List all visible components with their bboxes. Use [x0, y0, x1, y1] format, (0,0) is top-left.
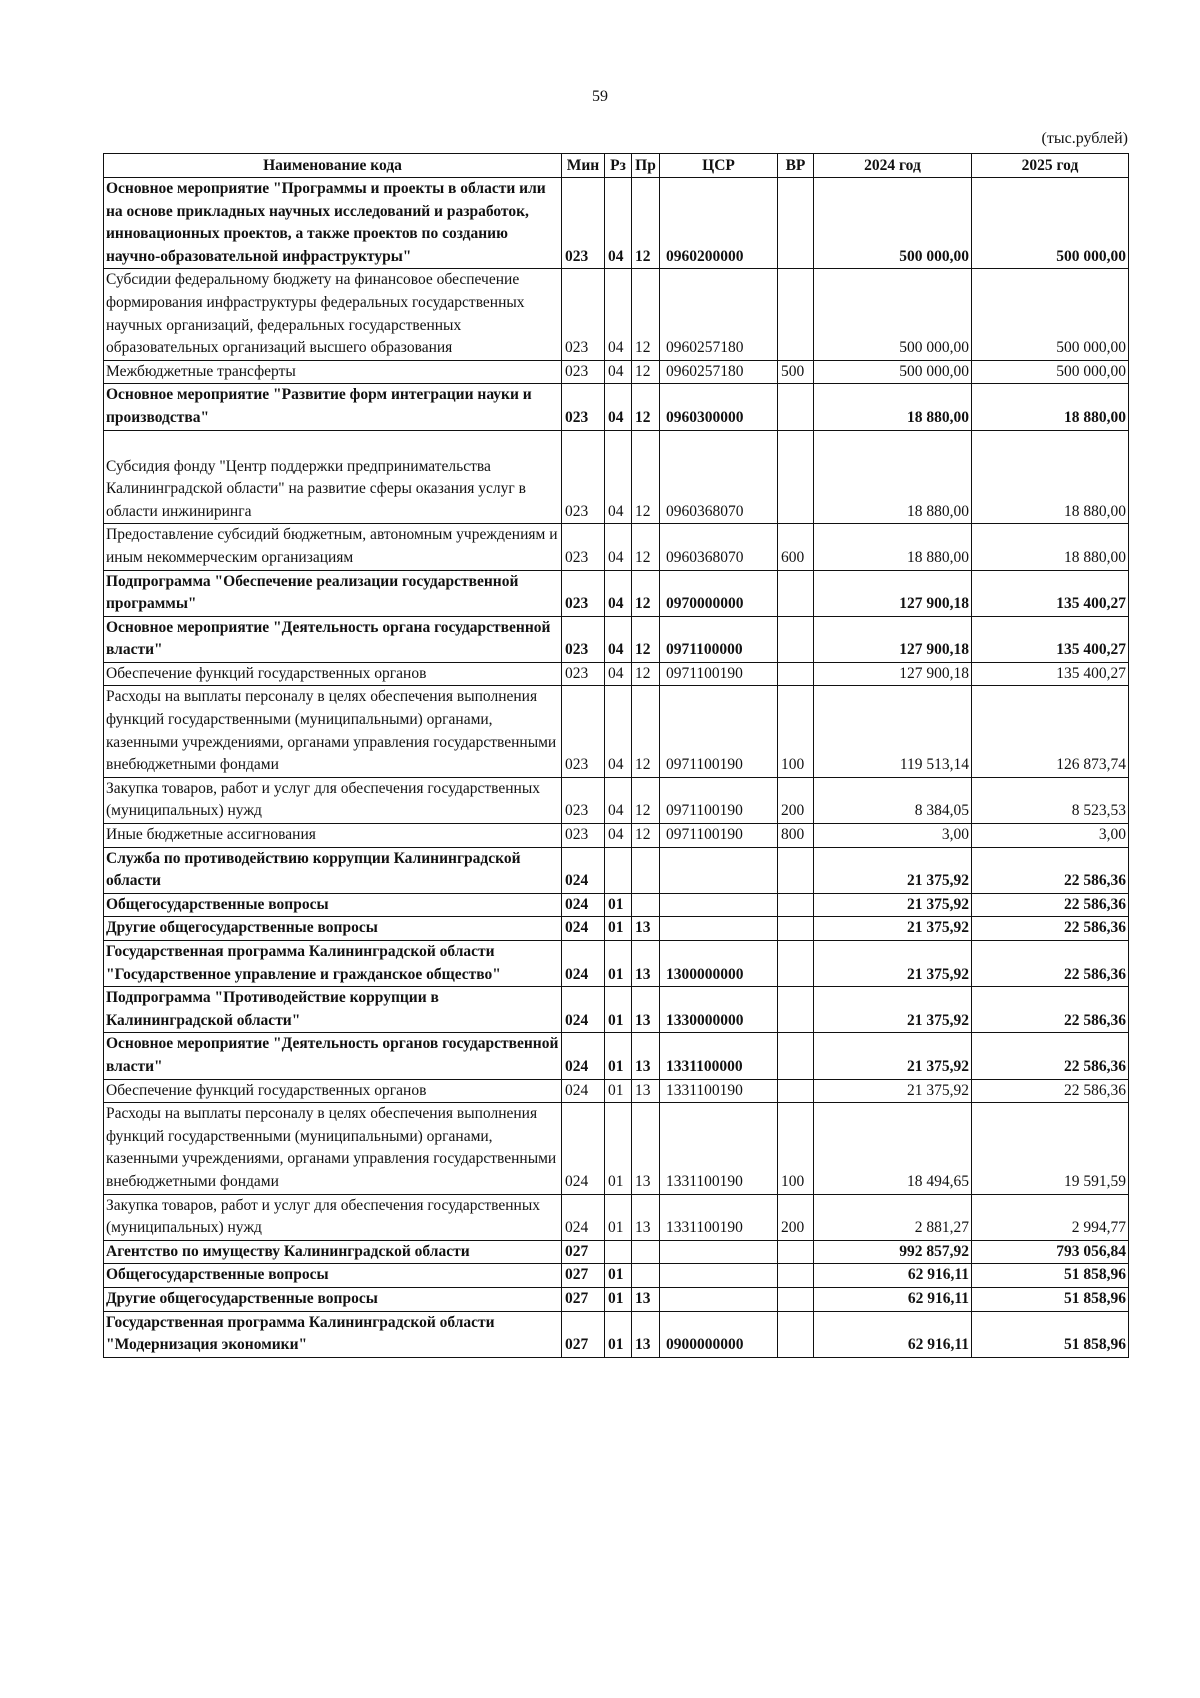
cell-pr: 12 [632, 570, 660, 616]
cell-pr: 12 [632, 686, 660, 777]
cell-min: 024 [562, 917, 605, 941]
cell-rz: 01 [605, 1311, 632, 1357]
cell-rz: 01 [605, 1264, 632, 1288]
cell-vr [778, 847, 814, 893]
cell-vr: 600 [778, 524, 814, 570]
cell-name: Общегосударственные вопросы [104, 1264, 562, 1288]
cell-min: 024 [562, 847, 605, 893]
cell-rz: 01 [605, 1033, 632, 1079]
table-row [104, 384, 1129, 430]
cell-pr: 13 [632, 941, 660, 987]
cell-pr [632, 893, 660, 917]
cell-pr: 12 [632, 360, 660, 384]
cell-csr: 0960368070 [660, 524, 778, 570]
cell-name: Межбюджетные трансферты [104, 360, 562, 384]
cell-rz: 01 [605, 1103, 632, 1194]
cell-2024: 62 916,11 [814, 1311, 972, 1357]
cell-min: 023 [562, 360, 605, 384]
cell-2024: 500 000,00 [814, 178, 972, 269]
units-label: (тыс.рублей) [1041, 130, 1128, 147]
cell-vr: 100 [778, 686, 814, 777]
cell-csr: 0960257180 [660, 269, 778, 360]
cell-min: 023 [562, 662, 605, 686]
cell-2025: 500 000,00 [972, 360, 1129, 384]
cell-name: Субсидия фонду "Центр поддержки предпринимательства Калининградской области" на развитие сферы оказания услуг в области инжиниринга [104, 430, 562, 524]
cell-2025: 19 591,59 [972, 1103, 1129, 1194]
cell-2025: 18 880,00 [972, 430, 1129, 524]
cell-pr: 12 [632, 662, 660, 686]
cell-pr: 13 [632, 1079, 660, 1103]
cell-csr [660, 1264, 778, 1288]
cell-vr [778, 1311, 814, 1357]
cell-csr: 0971100000 [660, 616, 778, 662]
cell-name: Основное мероприятие "Развитие форм интеграции науки и производства" [104, 384, 562, 430]
cell-pr: 13 [632, 917, 660, 941]
table-row [104, 941, 1129, 987]
cell-vr [778, 941, 814, 987]
cell-name: Агентство по имуществу Калининградской области [104, 1240, 562, 1264]
cell-name: Общегосударственные вопросы [104, 893, 562, 917]
cell-2025: 135 400,27 [972, 570, 1129, 616]
cell-csr: 0971100190 [660, 662, 778, 686]
cell-2025: 22 586,36 [972, 987, 1129, 1033]
cell-2024: 3,00 [814, 824, 972, 848]
table-row [104, 1240, 1129, 1264]
table-row [104, 777, 1129, 823]
cell-rz [605, 847, 632, 893]
cell-vr [778, 1287, 814, 1311]
cell-2025: 22 586,36 [972, 893, 1129, 917]
cell-rz: 01 [605, 941, 632, 987]
cell-name: Подпрограмма "Противодействие коррупции в Калининградской области" [104, 987, 562, 1033]
cell-2024: 992 857,92 [814, 1240, 972, 1264]
budget-table [103, 153, 1129, 1358]
table-row [104, 1103, 1129, 1194]
cell-pr: 13 [632, 1033, 660, 1079]
header-row [104, 154, 1129, 178]
cell-2024: 8 384,05 [814, 777, 972, 823]
table-row [104, 1194, 1129, 1240]
cell-vr [778, 269, 814, 360]
cell-2025: 22 586,36 [972, 917, 1129, 941]
cell-min: 027 [562, 1311, 605, 1357]
cell-pr [632, 1264, 660, 1288]
cell-csr [660, 893, 778, 917]
cell-pr: 12 [632, 616, 660, 662]
cell-2024: 127 900,18 [814, 570, 972, 616]
table-header [104, 154, 1129, 178]
cell-2024: 18 880,00 [814, 384, 972, 430]
table-row [104, 847, 1129, 893]
cell-csr: 0960300000 [660, 384, 778, 430]
cell-2025: 8 523,53 [972, 777, 1129, 823]
cell-rz: 01 [605, 1194, 632, 1240]
cell-2025: 51 858,96 [972, 1287, 1129, 1311]
cell-vr [778, 1240, 814, 1264]
table-row [104, 686, 1129, 777]
cell-2025: 3,00 [972, 824, 1129, 848]
cell-rz [605, 1240, 632, 1264]
cell-2025: 135 400,27 [972, 616, 1129, 662]
cell-csr: 0900000000 [660, 1311, 778, 1357]
cell-csr [660, 917, 778, 941]
cell-name: Другие общегосударственные вопросы [104, 917, 562, 941]
cell-min: 023 [562, 824, 605, 848]
cell-min: 023 [562, 570, 605, 616]
header-pr: Пр [632, 154, 660, 178]
cell-name: Государственная программа Калининградской области "Государственное управление и гражданское общество" [104, 941, 562, 987]
cell-2025: 135 400,27 [972, 662, 1129, 686]
header-name: Наименование кода [104, 154, 562, 178]
cell-name: Предоставление субсидий бюджетным, автономным учреждениям и иным некоммерческим организациям [104, 524, 562, 570]
table-row [104, 1287, 1129, 1311]
cell-name: Субсидии федеральному бюджету на финансовое обеспечение формирования инфраструктуры федеральных государственных научных организаций, федеральных государственных образовательных организаций высшего образования [104, 269, 562, 360]
cell-csr [660, 1287, 778, 1311]
cell-min: 023 [562, 686, 605, 777]
header-rz: Рз [605, 154, 632, 178]
cell-vr: 200 [778, 777, 814, 823]
cell-2025: 2 994,77 [972, 1194, 1129, 1240]
table-row [104, 269, 1129, 360]
cell-name: Обеспечение функций государственных органов [104, 662, 562, 686]
table-row [104, 662, 1129, 686]
cell-vr [778, 178, 814, 269]
cell-2024: 62 916,11 [814, 1287, 972, 1311]
cell-vr [778, 917, 814, 941]
cell-csr: 1331100000 [660, 1033, 778, 1079]
table-row [104, 570, 1129, 616]
cell-2025: 22 586,36 [972, 1079, 1129, 1103]
cell-min: 024 [562, 941, 605, 987]
table-row [104, 987, 1129, 1033]
cell-2024: 21 375,92 [814, 987, 972, 1033]
cell-pr: 13 [632, 987, 660, 1033]
cell-pr: 12 [632, 178, 660, 269]
cell-name: Расходы на выплаты персоналу в целях обеспечения выполнения функций государственными (муниципальными) органами, казенными учреждениями, органами управления государственными внебюджетными фондами [104, 1103, 562, 1194]
cell-rz: 04 [605, 178, 632, 269]
cell-vr: 100 [778, 1103, 814, 1194]
cell-csr: 0971100190 [660, 686, 778, 777]
cell-name: Расходы на выплаты персоналу в целях обеспечения выполнения функций государственными (муниципальными) органами, казенными учреждениями, органами управления государственными внебюджетными фондами [104, 686, 562, 777]
cell-2025: 22 586,36 [972, 847, 1129, 893]
cell-csr: 1330000000 [660, 987, 778, 1033]
header-2025: 2025 год [972, 154, 1129, 178]
table-row [104, 917, 1129, 941]
cell-rz: 04 [605, 662, 632, 686]
cell-rz: 04 [605, 360, 632, 384]
cell-rz: 01 [605, 917, 632, 941]
cell-rz: 01 [605, 893, 632, 917]
cell-rz: 04 [605, 430, 632, 524]
cell-2024: 21 375,92 [814, 1079, 972, 1103]
cell-rz: 04 [605, 524, 632, 570]
cell-csr [660, 847, 778, 893]
cell-vr [778, 1264, 814, 1288]
cell-name: Основное мероприятие "Деятельность органа государственной власти" [104, 616, 562, 662]
cell-pr: 13 [632, 1194, 660, 1240]
cell-2024: 500 000,00 [814, 269, 972, 360]
cell-min: 024 [562, 1079, 605, 1103]
cell-2025: 22 586,36 [972, 941, 1129, 987]
cell-min: 023 [562, 616, 605, 662]
cell-vr [778, 1033, 814, 1079]
cell-min: 023 [562, 384, 605, 430]
cell-2024: 127 900,18 [814, 616, 972, 662]
cell-vr [778, 384, 814, 430]
cell-min: 027 [562, 1287, 605, 1311]
cell-2024: 21 375,92 [814, 1033, 972, 1079]
cell-name: Государственная программа Калининградской области "Модернизация экономики" [104, 1311, 562, 1357]
cell-vr [778, 570, 814, 616]
cell-2024: 21 375,92 [814, 847, 972, 893]
table-row [104, 824, 1129, 848]
cell-2025: 793 056,84 [972, 1240, 1129, 1264]
cell-csr: 1300000000 [660, 941, 778, 987]
cell-rz: 04 [605, 384, 632, 430]
table-row [104, 178, 1129, 269]
cell-2025: 22 586,36 [972, 1033, 1129, 1079]
table-row [104, 1264, 1129, 1288]
cell-vr: 500 [778, 360, 814, 384]
cell-pr: 13 [632, 1103, 660, 1194]
cell-csr [660, 1240, 778, 1264]
cell-min: 024 [562, 1103, 605, 1194]
cell-csr: 0960368070 [660, 430, 778, 524]
cell-vr [778, 987, 814, 1033]
cell-csr: 0970000000 [660, 570, 778, 616]
cell-csr: 0960257180 [660, 360, 778, 384]
header-vr: ВР [778, 154, 814, 178]
cell-name: Закупка товаров, работ и услуг для обеспечения государственных (муниципальных) нужд [104, 1194, 562, 1240]
cell-vr [778, 616, 814, 662]
cell-name: Другие общегосударственные вопросы [104, 1287, 562, 1311]
cell-vr [778, 1079, 814, 1103]
cell-2024: 500 000,00 [814, 360, 972, 384]
cell-pr [632, 847, 660, 893]
cell-csr: 1331100190 [660, 1194, 778, 1240]
cell-min: 023 [562, 524, 605, 570]
page-number: 59 [592, 88, 608, 105]
cell-vr [778, 662, 814, 686]
cell-csr: 1331100190 [660, 1103, 778, 1194]
cell-2025: 18 880,00 [972, 524, 1129, 570]
cell-vr: 800 [778, 824, 814, 848]
cell-2024: 119 513,14 [814, 686, 972, 777]
table-row [104, 893, 1129, 917]
cell-name: Основное мероприятие "Деятельность органов государственной власти" [104, 1033, 562, 1079]
cell-rz: 04 [605, 777, 632, 823]
cell-rz: 04 [605, 824, 632, 848]
cell-pr: 12 [632, 430, 660, 524]
cell-rz: 04 [605, 616, 632, 662]
cell-min: 027 [562, 1240, 605, 1264]
cell-name: Служба по противодействию коррупции Калининградской области [104, 847, 562, 893]
cell-2024: 21 375,92 [814, 917, 972, 941]
cell-pr: 12 [632, 777, 660, 823]
cell-min: 023 [562, 430, 605, 524]
table-row [104, 360, 1129, 384]
cell-2024: 62 916,11 [814, 1264, 972, 1288]
cell-vr [778, 893, 814, 917]
cell-csr: 0971100190 [660, 824, 778, 848]
table-body [104, 178, 1129, 1358]
table-row [104, 430, 1129, 524]
cell-min: 023 [562, 269, 605, 360]
cell-name: Иные бюджетные ассигнования [104, 824, 562, 848]
cell-min: 024 [562, 893, 605, 917]
cell-min: 027 [562, 1264, 605, 1288]
cell-csr: 1331100190 [660, 1079, 778, 1103]
cell-pr: 12 [632, 269, 660, 360]
cell-2024: 18 494,65 [814, 1103, 972, 1194]
cell-2025: 51 858,96 [972, 1311, 1129, 1357]
cell-name: Подпрограмма "Обеспечение реализации государственной программы" [104, 570, 562, 616]
cell-rz: 01 [605, 1287, 632, 1311]
cell-2024: 2 881,27 [814, 1194, 972, 1240]
cell-csr: 0971100190 [660, 777, 778, 823]
cell-pr: 12 [632, 524, 660, 570]
cell-vr: 200 [778, 1194, 814, 1240]
cell-2025: 51 858,96 [972, 1264, 1129, 1288]
cell-rz: 04 [605, 570, 632, 616]
table-row [104, 1311, 1129, 1357]
cell-name: Основное мероприятие "Программы и проекты в области или на основе прикладных научных исследований и разработок, инновационных проектов, а также проектов по созданию научно-образовательной инфраструктуры" [104, 178, 562, 269]
cell-csr: 0960200000 [660, 178, 778, 269]
cell-2024: 21 375,92 [814, 893, 972, 917]
cell-2024: 18 880,00 [814, 430, 972, 524]
cell-min: 023 [562, 178, 605, 269]
cell-rz: 01 [605, 1079, 632, 1103]
cell-2025: 500 000,00 [972, 178, 1129, 269]
cell-pr: 13 [632, 1311, 660, 1357]
cell-rz: 04 [605, 269, 632, 360]
cell-min: 023 [562, 777, 605, 823]
table-row [104, 616, 1129, 662]
cell-name: Обеспечение функций государственных органов [104, 1079, 562, 1103]
cell-rz: 04 [605, 686, 632, 777]
cell-name: Закупка товаров, работ и услуг для обеспечения государственных (муниципальных) нужд [104, 777, 562, 823]
cell-pr: 13 [632, 1287, 660, 1311]
cell-2025: 126 873,74 [972, 686, 1129, 777]
table-row [104, 524, 1129, 570]
cell-pr: 12 [632, 384, 660, 430]
cell-pr [632, 1240, 660, 1264]
cell-2025: 18 880,00 [972, 384, 1129, 430]
header-2024: 2024 год [814, 154, 972, 178]
cell-2024: 21 375,92 [814, 941, 972, 987]
table-row [104, 1079, 1129, 1103]
cell-2025: 500 000,00 [972, 269, 1129, 360]
cell-min: 024 [562, 1194, 605, 1240]
cell-min: 024 [562, 1033, 605, 1079]
cell-min: 024 [562, 987, 605, 1033]
cell-pr: 12 [632, 824, 660, 848]
cell-2024: 127 900,18 [814, 662, 972, 686]
cell-rz: 01 [605, 987, 632, 1033]
cell-2024: 18 880,00 [814, 524, 972, 570]
cell-vr [778, 430, 814, 524]
header-csr: ЦСР [660, 154, 778, 178]
header-min: Мин [562, 154, 605, 178]
table-row [104, 1033, 1129, 1079]
